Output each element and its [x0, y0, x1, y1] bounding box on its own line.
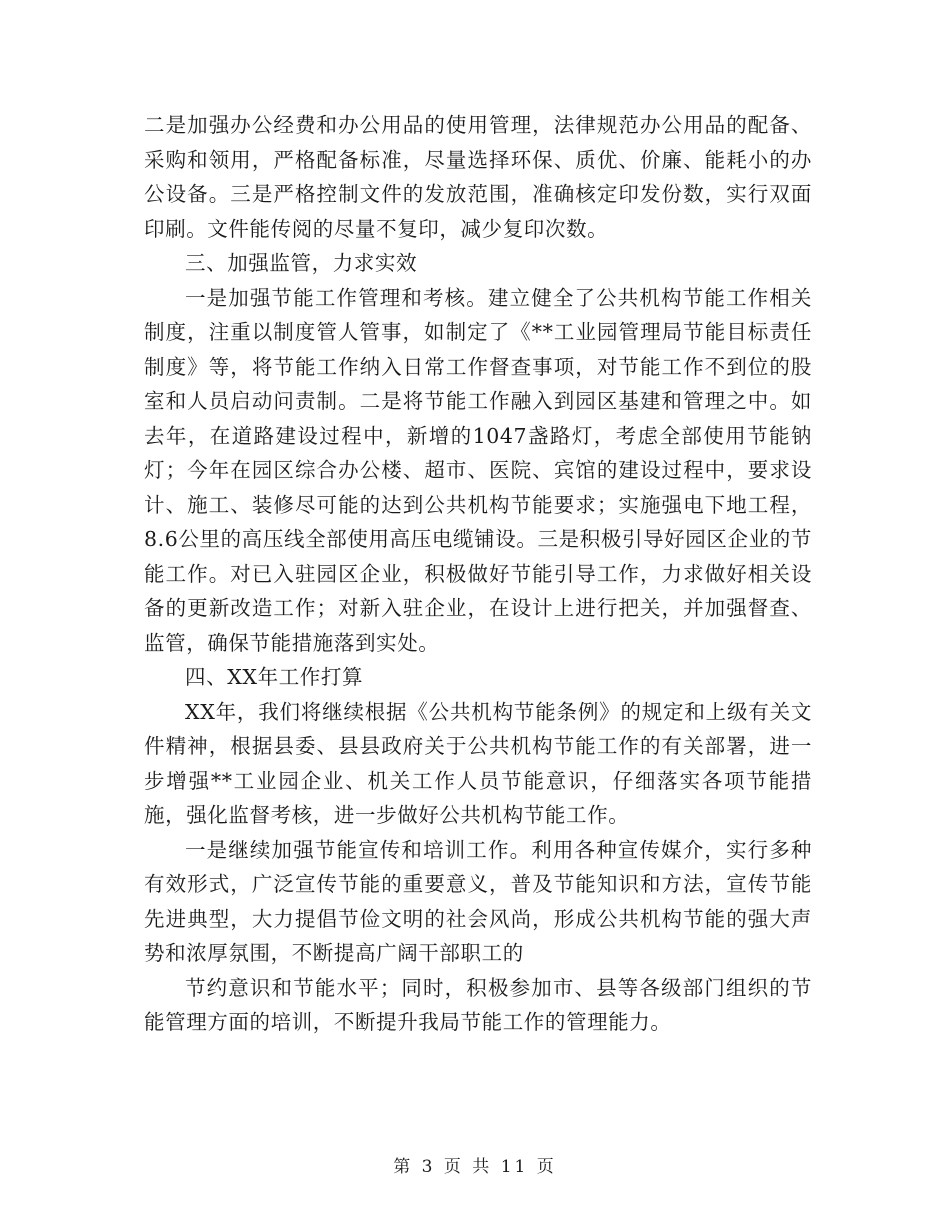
paragraph-office-supplies: 二是加强办公经费和办公用品的使用管理，法律规范办公用品的配备、采购和领用，严格配备标准，尽量选择环保、质优、价廉、能耗小的办公设备。三是严格控制文件的发放范围，准确核定印发份数，实行双面印刷。文件能传阅的尽量不复印，减少复印次数。 — [144, 113, 812, 241]
section-heading-4: 四、XX年工作打算 — [185, 665, 364, 689]
paragraph-supervision: 一是加强节能工作管理和考核。建立健全了公共机构节能工作相关制度，注重以制度管人管事，如制定了《**工业园管理局节能目标责任制度》等，将节能工作纳入日常工作督查事项，对节能工作不到位的股室和人员启动问责制。二是将节能工作融入到园区基建和管理之中。如去年，在道路建设过程中，新增的1047盏路灯，考虑全部使用节能钠灯；今年在园区综合办公楼、超市、医院、宾馆的建设过程中，要求设计、施工、装修尽可能的达到公共机构节能要求；实施强电下地工程，8.6公里的高压线全部使用高压电缆铺设。三是积极引导好园区企业的节能工作。对已入驻园区企业，积极做好节能引导工作，力求做好相关设备的更新改造工作；对新入驻企业，在设计上进行把关，并加强督查、监管，确保节能措施落到实处。 — [144, 285, 812, 655]
paragraph-awareness: 节约意识和节能水平；同时，积极参加市、县等各级部门组织的节能管理方面的培训，不断提升我局节能工作的管理能力。 — [144, 975, 812, 1034]
paragraph-publicity-training: 一是继续加强节能宣传和培训工作。利用各种宣传媒介，实行多种有效形式，广泛宣传节能的重要意义，普及节能知识和方法，宣传节能先进典型，大力提倡节俭文明的社会风尚，形成公共机构节能的强大声势和浓厚氛围，不断提高广阔干部职工的 — [144, 837, 812, 965]
section-heading-3: 三、加强监管，力求实效 — [185, 251, 418, 275]
document-body — [144, 108, 812, 1040]
paragraph-plan-intro: XX年，我们将继续根据《公共机构节能条例》的规定和上级有关文件精神，根据县委、县县政府关于公共机构节能工作的有关部署，进一步增强**工业园企业、机关工作人员节能意识，仔细落实各项节能措施，强化监督考核，进一步做好公共机构节能工作。 — [144, 699, 812, 827]
page-number-footer: 第 3 页 共 11 页 — [393, 1157, 557, 1177]
